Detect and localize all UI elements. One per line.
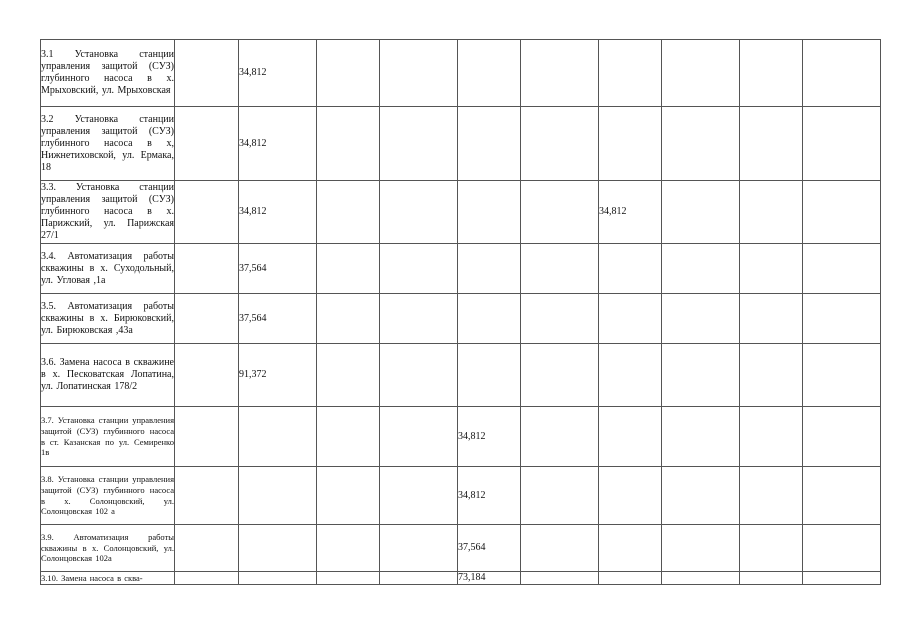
value-cell [380, 467, 458, 525]
table-row [41, 344, 881, 407]
value-cell [175, 294, 239, 344]
value-cell [317, 107, 380, 181]
value-cell [599, 467, 662, 525]
value-cell [175, 572, 239, 585]
value-cell [662, 344, 740, 407]
value-cell [662, 40, 740, 107]
table-row [41, 294, 881, 344]
value-cell [175, 407, 239, 467]
value-cell [239, 525, 317, 572]
row-description: 3.4. Автоматизация работы скважины в х. Суходольный, ул. Угловая ,1а [41, 244, 175, 294]
value-cell [317, 467, 380, 525]
value-cell [803, 40, 881, 107]
value-cell [458, 294, 521, 344]
value-cell [175, 40, 239, 107]
row-description: 3.7. Установка станции управления защитой (СУЗ) глубинного насоса в ст. Казанская по ул. Семиренко 1в [41, 407, 175, 467]
table-row [41, 40, 881, 107]
value-cell [458, 107, 521, 181]
value-cell [740, 344, 803, 407]
value-cell: 34,812 [599, 181, 662, 244]
value-cell [239, 572, 317, 585]
value-cell [380, 181, 458, 244]
value-cell: 37,564 [239, 294, 317, 344]
value-cell [175, 467, 239, 525]
value-cell [599, 525, 662, 572]
value-cell [662, 525, 740, 572]
value-cell [175, 344, 239, 407]
value-cell [521, 407, 599, 467]
value-cell [599, 344, 662, 407]
row-description: 3.6. Замена насоса в скважине в х. Песковатская Лопатина, ул. Лопатинская 178/2 [41, 344, 175, 407]
value-cell [599, 40, 662, 107]
value-cell [380, 572, 458, 585]
value-cell [380, 294, 458, 344]
value-cell [175, 107, 239, 181]
value-cell [599, 244, 662, 294]
table-row [41, 407, 881, 467]
value-cell: 34,812 [239, 181, 317, 244]
value-cell [317, 572, 380, 585]
table-row [41, 525, 881, 572]
value-cell [317, 244, 380, 294]
value-cell [803, 467, 881, 525]
value-cell [521, 294, 599, 344]
value-cell [662, 407, 740, 467]
value-cell [740, 40, 803, 107]
value-cell [740, 525, 803, 572]
value-cell [662, 181, 740, 244]
value-cell [317, 525, 380, 572]
budget-table [40, 39, 881, 585]
value-cell [175, 244, 239, 294]
value-cell [317, 40, 380, 107]
value-cell [175, 181, 239, 244]
value-cell [317, 344, 380, 407]
value-cell: 34,812 [239, 40, 317, 107]
value-cell [740, 467, 803, 525]
row-description: 3.10. Замена насоса в сква- [41, 572, 175, 585]
value-cell [803, 107, 881, 181]
row-description: 3.9. Автоматизация работы скважины в х. Солонцовский, ул. Солонцовская 102а [41, 525, 175, 572]
value-cell [521, 107, 599, 181]
value-cell [521, 181, 599, 244]
value-cell [521, 572, 599, 585]
value-cell [458, 344, 521, 407]
value-cell [521, 344, 599, 407]
row-description: 3.2 Установка станции управления защитой (СУЗ) глубинного насоса в х, Нижнетиховской, ул. Ермака, 18 [41, 107, 175, 181]
value-cell [740, 407, 803, 467]
value-cell [803, 344, 881, 407]
value-cell [380, 40, 458, 107]
value-cell [662, 294, 740, 344]
value-cell [380, 344, 458, 407]
value-cell [740, 244, 803, 294]
table-row [41, 244, 881, 294]
value-cell [803, 525, 881, 572]
value-cell: 37,564 [458, 525, 521, 572]
value-cell [803, 572, 881, 585]
value-cell [662, 467, 740, 525]
value-cell [803, 294, 881, 344]
value-cell [662, 572, 740, 585]
value-cell [599, 407, 662, 467]
value-cell [740, 572, 803, 585]
value-cell [380, 525, 458, 572]
row-description: 3.3. Установка станции управления защитой (СУЗ) глубинного насоса в х. Парижский, ул. Парижская 27/1 [41, 181, 175, 244]
value-cell [521, 40, 599, 107]
value-cell [521, 244, 599, 294]
value-cell: 34,812 [458, 467, 521, 525]
value-cell [239, 467, 317, 525]
value-cell [458, 40, 521, 107]
row-description: 3.1 Установка станции управления защитой (СУЗ) глубинного насоса в х. Мрыховский, ул. Мрыховская [41, 40, 175, 107]
value-cell [599, 107, 662, 181]
table-row [41, 181, 881, 244]
value-cell [380, 107, 458, 181]
value-cell: 73,184 [458, 572, 521, 585]
value-cell [803, 407, 881, 467]
value-cell [803, 181, 881, 244]
value-cell [317, 181, 380, 244]
value-cell [521, 525, 599, 572]
value-cell [380, 244, 458, 294]
value-cell [803, 244, 881, 294]
value-cell [740, 107, 803, 181]
value-cell [458, 181, 521, 244]
row-description: 3.8. Установка станции управления защитой (СУЗ) глубинного насоса в х. Солонцовский, ул. Солонцовская 102 а [41, 467, 175, 525]
value-cell [662, 107, 740, 181]
row-description: 3.5. Автоматизация работы скважины в х. Бирюковский, ул. Бирюковская ,43а [41, 294, 175, 344]
table-row [41, 572, 881, 585]
value-cell [662, 244, 740, 294]
value-cell [521, 467, 599, 525]
value-cell [317, 407, 380, 467]
value-cell: 34,812 [239, 107, 317, 181]
value-cell [239, 407, 317, 467]
value-cell [599, 294, 662, 344]
value-cell [740, 294, 803, 344]
value-cell [175, 525, 239, 572]
value-cell [380, 407, 458, 467]
value-cell [740, 181, 803, 244]
table-body [41, 40, 881, 585]
value-cell: 37,564 [239, 244, 317, 294]
value-cell [599, 572, 662, 585]
table-row [41, 467, 881, 525]
value-cell [458, 244, 521, 294]
value-cell [317, 294, 380, 344]
table-row [41, 107, 881, 181]
value-cell: 34,812 [458, 407, 521, 467]
value-cell: 91,372 [239, 344, 317, 407]
